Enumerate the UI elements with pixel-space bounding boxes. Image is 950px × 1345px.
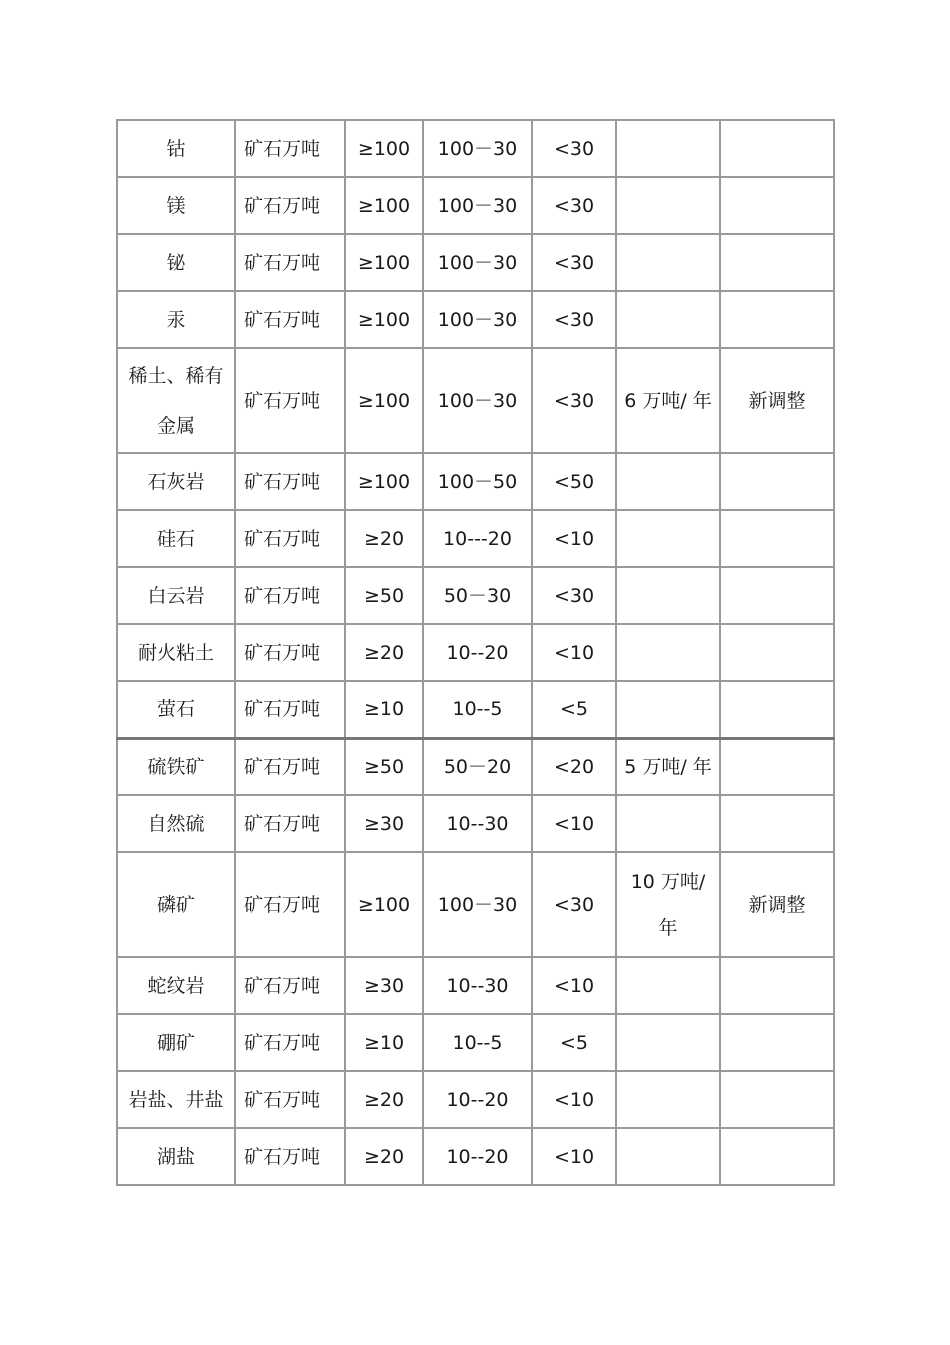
- note-cell: [720, 348, 834, 453]
- large-scale-cell: [345, 1014, 423, 1071]
- table-row: [117, 348, 834, 453]
- large-scale-cell: [345, 453, 423, 510]
- mineral-name-cell-text: 硅石: [156, 527, 195, 550]
- unit-cell-text: 矿石万吨: [244, 1031, 321, 1054]
- unit-cell: [235, 291, 345, 348]
- unit-cell-text: 矿石万吨: [244, 389, 321, 412]
- production-scale-cell: [616, 1014, 720, 1071]
- table-row: [117, 852, 834, 957]
- table-row: [117, 291, 834, 348]
- production-scale-cell: [616, 624, 720, 681]
- medium-scale-cell-text: 100－30: [437, 137, 518, 160]
- large-scale-cell: [345, 348, 423, 453]
- small-scale-cell-text: <50: [553, 470, 595, 493]
- table-row: [117, 510, 834, 567]
- unit-cell: [235, 852, 345, 957]
- unit-cell: [235, 1128, 345, 1185]
- large-scale-cell: [345, 852, 423, 957]
- mineral-name-cell-text: 钴: [166, 137, 186, 160]
- mineral-name-cell-text: 镁: [166, 194, 186, 217]
- mineral-name-cell: [117, 1071, 235, 1128]
- large-scale-cell-text: ≥50: [363, 755, 405, 778]
- large-scale-cell-text: ≥100: [357, 893, 411, 916]
- unit-cell: [235, 681, 345, 738]
- unit-cell: [235, 795, 345, 852]
- unit-cell-text: 矿石万吨: [244, 893, 321, 916]
- medium-scale-cell: [423, 120, 532, 177]
- medium-scale-cell-text: 10--5: [452, 1031, 503, 1054]
- medium-scale-cell: [423, 510, 532, 567]
- table-row: [117, 453, 834, 510]
- medium-scale-cell-text: 10--30: [446, 812, 509, 835]
- large-scale-cell-text: ≥10: [363, 1031, 405, 1054]
- mineral-name-cell: [117, 348, 235, 453]
- note-cell: [720, 120, 834, 177]
- large-scale-cell-text: ≥100: [357, 137, 411, 160]
- production-scale-cell: [616, 234, 720, 291]
- small-scale-cell: [532, 957, 616, 1014]
- production-scale-cell: [616, 738, 720, 795]
- production-scale-cell: [616, 1071, 720, 1128]
- unit-cell-text: 矿石万吨: [244, 137, 321, 160]
- small-scale-cell: [532, 1128, 616, 1185]
- medium-scale-cell: [423, 567, 532, 624]
- production-scale-cell-text: 5 万吨/ 年: [624, 755, 712, 778]
- small-scale-cell: [532, 624, 616, 681]
- medium-scale-cell-text: 100－30: [437, 194, 518, 217]
- medium-scale-cell: [423, 795, 532, 852]
- medium-scale-cell: [423, 177, 532, 234]
- unit-cell: [235, 348, 345, 453]
- small-scale-cell-text: <10: [553, 974, 595, 997]
- medium-scale-cell: [423, 957, 532, 1014]
- mineral-name-cell-text: 硼矿: [156, 1031, 195, 1054]
- production-scale-cell: [616, 177, 720, 234]
- small-scale-cell-text: <30: [553, 251, 595, 274]
- mineral-name-cell: [117, 453, 235, 510]
- unit-cell-text: 矿石万吨: [244, 1145, 321, 1168]
- note-cell: [720, 681, 834, 738]
- mineral-name-cell: [117, 738, 235, 795]
- medium-scale-cell-text: 10--20: [446, 1145, 509, 1168]
- small-scale-cell: [532, 234, 616, 291]
- large-scale-cell-text: ≥10: [363, 698, 405, 721]
- small-scale-cell: [532, 1071, 616, 1128]
- mineral-name-cell: [117, 177, 235, 234]
- mineral-name-cell: [117, 567, 235, 624]
- small-scale-cell-text: <10: [553, 812, 595, 835]
- large-scale-cell-text: ≥20: [363, 1145, 405, 1168]
- mineral-scale-table: [116, 119, 835, 1186]
- small-scale-cell: [532, 681, 616, 738]
- note-cell: [720, 291, 834, 348]
- unit-cell: [235, 624, 345, 681]
- medium-scale-cell: [423, 738, 532, 795]
- medium-scale-cell-text: 100－30: [437, 251, 518, 274]
- unit-cell: [235, 510, 345, 567]
- production-scale-cell: [616, 510, 720, 567]
- medium-scale-cell: [423, 624, 532, 681]
- large-scale-cell-text: ≥100: [357, 308, 411, 331]
- production-scale-cell-text: 6 万吨/ 年: [624, 389, 712, 412]
- note-cell: [720, 624, 834, 681]
- large-scale-cell: [345, 234, 423, 291]
- unit-cell: [235, 453, 345, 510]
- large-scale-cell: [345, 624, 423, 681]
- medium-scale-cell: [423, 1128, 532, 1185]
- unit-cell: [235, 1071, 345, 1128]
- production-scale-cell: [616, 852, 720, 957]
- medium-scale-cell-text: 100－30: [437, 308, 518, 331]
- unit-cell: [235, 738, 345, 795]
- large-scale-cell-text: ≥20: [363, 641, 405, 664]
- note-cell: [720, 1014, 834, 1071]
- small-scale-cell: [532, 1014, 616, 1071]
- production-scale-cell: [616, 291, 720, 348]
- mineral-name-cell: [117, 120, 235, 177]
- table-row: [117, 1128, 834, 1185]
- medium-scale-cell-text: 100－30: [437, 893, 518, 916]
- mineral-name-cell: [117, 291, 235, 348]
- table-row: [117, 234, 834, 291]
- mineral-name-cell-text: 汞: [166, 308, 186, 331]
- note-cell: [720, 957, 834, 1014]
- table-row: [117, 1071, 834, 1128]
- unit-cell-text: 矿石万吨: [244, 641, 321, 664]
- small-scale-cell: [532, 738, 616, 795]
- mineral-name-cell-text: 耐火粘土: [137, 641, 214, 664]
- mineral-name-cell-text: 白云岩: [147, 584, 205, 607]
- medium-scale-cell-text: 10--30: [446, 974, 509, 997]
- unit-cell-text: 矿石万吨: [244, 755, 321, 778]
- note-cell: [720, 510, 834, 567]
- large-scale-cell-text: ≥50: [363, 584, 405, 607]
- table-body: [117, 120, 834, 1185]
- unit-cell: [235, 120, 345, 177]
- small-scale-cell: [532, 348, 616, 453]
- small-scale-cell-text: <30: [553, 389, 595, 412]
- medium-scale-cell: [423, 291, 532, 348]
- mineral-name-cell: [117, 624, 235, 681]
- small-scale-cell: [532, 567, 616, 624]
- small-scale-cell: [532, 120, 616, 177]
- small-scale-cell-text: <30: [553, 584, 595, 607]
- note-cell: [720, 177, 834, 234]
- table-row: [117, 1014, 834, 1071]
- mineral-name-cell-text: 稀土、稀有金属: [128, 364, 224, 437]
- small-scale-cell-text: <30: [553, 893, 595, 916]
- large-scale-cell-text: ≥30: [363, 974, 405, 997]
- note-cell: [720, 453, 834, 510]
- mineral-name-cell-text: 自然硫: [147, 812, 205, 835]
- table-row: [117, 624, 834, 681]
- table-row: [117, 681, 834, 738]
- mineral-name-cell-text: 湖盐: [156, 1145, 195, 1168]
- unit-cell-text: 矿石万吨: [244, 251, 321, 274]
- note-cell: [720, 738, 834, 795]
- medium-scale-cell-text: 10---20: [443, 527, 512, 550]
- note-cell: [720, 234, 834, 291]
- small-scale-cell: [532, 510, 616, 567]
- medium-scale-cell: [423, 1071, 532, 1128]
- production-scale-cell: [616, 348, 720, 453]
- production-scale-cell: [616, 795, 720, 852]
- small-scale-cell-text: <20: [553, 755, 595, 778]
- mineral-name-cell-text: 铋: [166, 251, 186, 274]
- medium-scale-cell: [423, 852, 532, 957]
- large-scale-cell-text: ≥20: [363, 1088, 405, 1111]
- small-scale-cell: [532, 291, 616, 348]
- unit-cell-text: 矿石万吨: [244, 1088, 321, 1111]
- large-scale-cell: [345, 1128, 423, 1185]
- mineral-name-cell-text: 硫铁矿: [147, 755, 205, 778]
- medium-scale-cell: [423, 681, 532, 738]
- note-cell: [720, 795, 834, 852]
- large-scale-cell: [345, 738, 423, 795]
- medium-scale-cell: [423, 234, 532, 291]
- unit-cell-text: 矿石万吨: [244, 470, 321, 493]
- mineral-name-cell-text: 萤石: [156, 698, 195, 721]
- unit-cell: [235, 234, 345, 291]
- large-scale-cell-text: ≥100: [357, 251, 411, 274]
- small-scale-cell-text: <30: [553, 137, 595, 160]
- medium-scale-cell-text: 10--5: [452, 698, 503, 721]
- table-row: [117, 567, 834, 624]
- small-scale-cell: [532, 177, 616, 234]
- large-scale-cell-text: ≥100: [357, 389, 411, 412]
- mineral-name-cell: [117, 681, 235, 738]
- production-scale-cell-text: 10 万吨/ 年: [630, 870, 706, 939]
- unit-cell-text: 矿石万吨: [244, 974, 321, 997]
- unit-cell-text: 矿石万吨: [244, 308, 321, 331]
- unit-cell-text: 矿石万吨: [244, 527, 321, 550]
- note-cell-text: 新调整: [748, 893, 806, 916]
- small-scale-cell-text: <5: [559, 1031, 588, 1054]
- production-scale-cell: [616, 120, 720, 177]
- note-cell: [720, 852, 834, 957]
- unit-cell: [235, 957, 345, 1014]
- unit-cell-text: 矿石万吨: [244, 194, 321, 217]
- large-scale-cell: [345, 291, 423, 348]
- medium-scale-cell: [423, 453, 532, 510]
- medium-scale-cell-text: 10--20: [446, 641, 509, 664]
- small-scale-cell-text: <5: [559, 698, 588, 721]
- production-scale-cell: [616, 1128, 720, 1185]
- small-scale-cell-text: <10: [553, 641, 595, 664]
- production-scale-cell: [616, 681, 720, 738]
- note-cell: [720, 1071, 834, 1128]
- large-scale-cell: [345, 957, 423, 1014]
- medium-scale-cell-text: 50－20: [443, 755, 512, 778]
- production-scale-cell: [616, 567, 720, 624]
- mineral-name-cell: [117, 852, 235, 957]
- unit-cell: [235, 567, 345, 624]
- note-cell: [720, 1128, 834, 1185]
- table-row: [117, 120, 834, 177]
- mineral-name-cell: [117, 510, 235, 567]
- mineral-name-cell-text: 石灰岩: [147, 470, 205, 493]
- large-scale-cell: [345, 1071, 423, 1128]
- small-scale-cell-text: <10: [553, 527, 595, 550]
- mineral-name-cell: [117, 234, 235, 291]
- small-scale-cell: [532, 453, 616, 510]
- large-scale-cell: [345, 120, 423, 177]
- medium-scale-cell-text: 50－30: [443, 584, 512, 607]
- medium-scale-cell-text: 100－30: [437, 389, 518, 412]
- mineral-name-cell-text: 蛇纹岩: [147, 974, 205, 997]
- small-scale-cell-text: <10: [553, 1088, 595, 1111]
- production-scale-cell: [616, 957, 720, 1014]
- small-scale-cell-text: <30: [553, 308, 595, 331]
- large-scale-cell-text: ≥30: [363, 812, 405, 835]
- table-row: [117, 738, 834, 795]
- mineral-name-cell: [117, 795, 235, 852]
- small-scale-cell: [532, 795, 616, 852]
- medium-scale-cell-text: 100－50: [437, 470, 518, 493]
- unit-cell-text: 矿石万吨: [244, 812, 321, 835]
- medium-scale-cell: [423, 348, 532, 453]
- large-scale-cell-text: ≥100: [357, 470, 411, 493]
- large-scale-cell-text: ≥100: [357, 194, 411, 217]
- mineral-name-cell-text: 磷矿: [156, 893, 195, 916]
- mineral-name-cell: [117, 1128, 235, 1185]
- medium-scale-cell: [423, 1014, 532, 1071]
- note-cell-text: 新调整: [748, 389, 806, 412]
- small-scale-cell: [532, 852, 616, 957]
- large-scale-cell: [345, 567, 423, 624]
- mineral-name-cell-text: 岩盐、井盐: [128, 1088, 224, 1111]
- large-scale-cell-text: ≥20: [363, 527, 405, 550]
- large-scale-cell: [345, 681, 423, 738]
- unit-cell-text: 矿石万吨: [244, 698, 321, 721]
- large-scale-cell: [345, 177, 423, 234]
- mineral-name-cell: [117, 957, 235, 1014]
- unit-cell: [235, 1014, 345, 1071]
- medium-scale-cell-text: 10--20: [446, 1088, 509, 1111]
- large-scale-cell: [345, 795, 423, 852]
- large-scale-cell: [345, 510, 423, 567]
- table-row: [117, 957, 834, 1014]
- mineral-name-cell: [117, 1014, 235, 1071]
- unit-cell-text: 矿石万吨: [244, 584, 321, 607]
- production-scale-cell: [616, 453, 720, 510]
- unit-cell: [235, 177, 345, 234]
- table-row: [117, 795, 834, 852]
- small-scale-cell-text: <10: [553, 1145, 595, 1168]
- note-cell: [720, 567, 834, 624]
- small-scale-cell-text: <30: [553, 194, 595, 217]
- table-row: [117, 177, 834, 234]
